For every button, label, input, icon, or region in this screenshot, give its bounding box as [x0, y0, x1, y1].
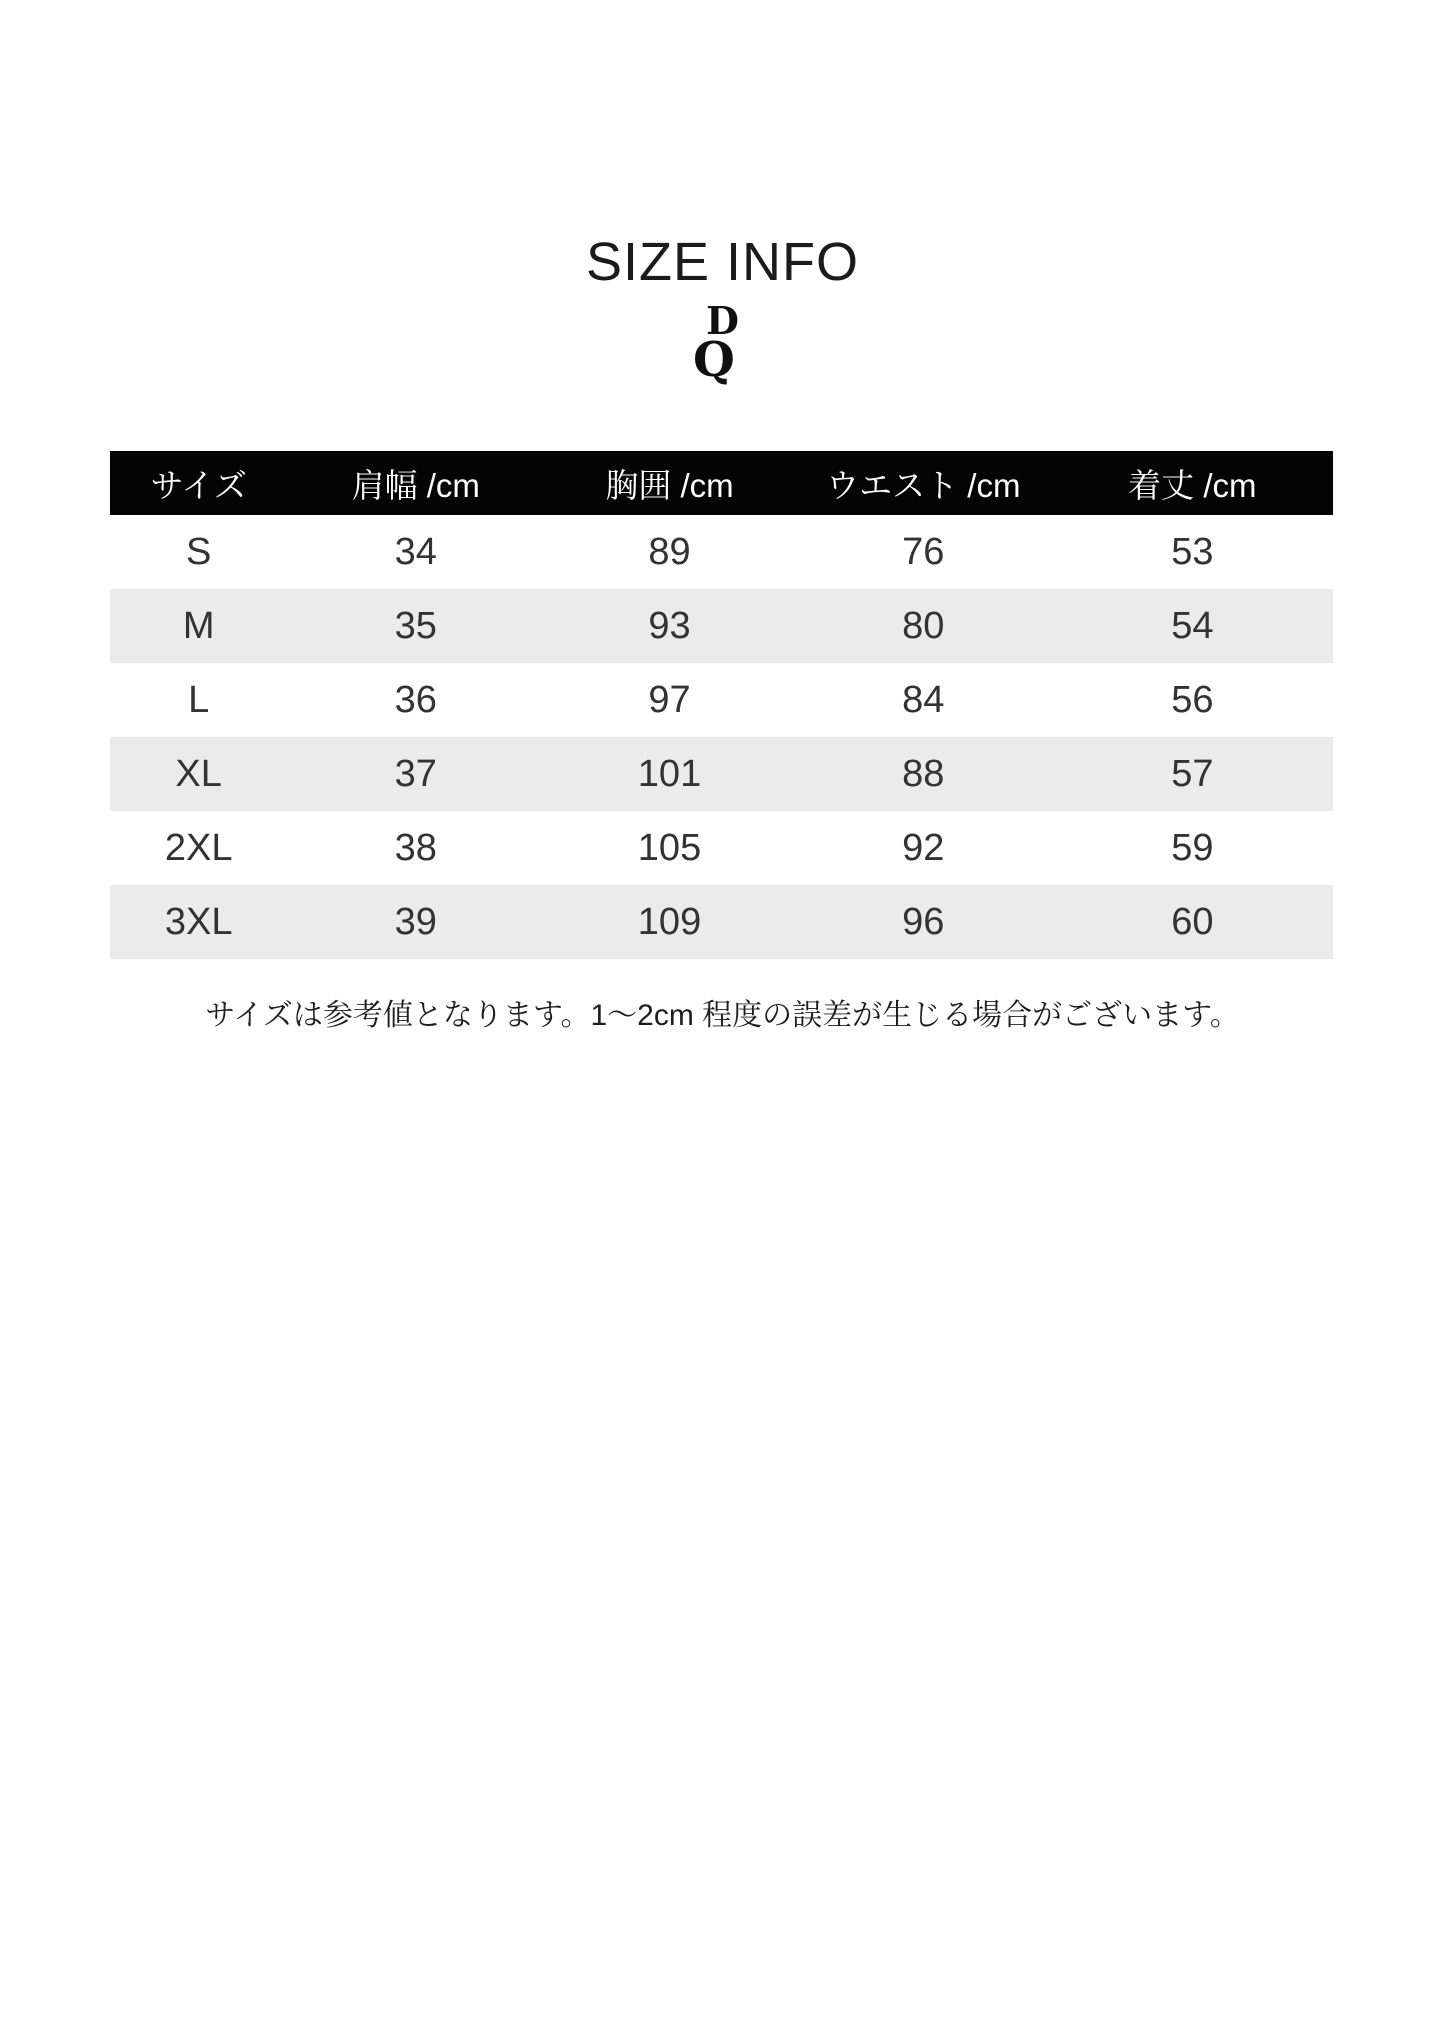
- cell-shoulder: 34: [394, 530, 437, 573]
- cell-size: XL: [175, 752, 222, 795]
- cell-length: 60: [1171, 900, 1214, 943]
- table-row-l: [110, 663, 1333, 737]
- table-row-m: [110, 589, 1333, 663]
- cell-chest: 101: [637, 752, 702, 795]
- size-table-header-row: [110, 451, 1333, 515]
- cell-size: S: [185, 530, 212, 573]
- column-header-chest: 胸囲 /cm: [544, 451, 795, 515]
- cell-chest: 109: [637, 900, 702, 943]
- size-note: サイズは参考値となります。1〜2cm 程度の誤差が生じる場合がございます。: [205, 999, 1240, 1032]
- table-row-xl: [110, 737, 1333, 811]
- cell-waist: 88: [902, 752, 945, 795]
- cell-length: 54: [1171, 604, 1214, 647]
- cell-waist: 76: [902, 530, 945, 573]
- cell-length: 59: [1171, 826, 1214, 869]
- column-header-length: 着丈 /cm: [1052, 451, 1333, 515]
- column-header-shoulder: 肩幅 /cm: [287, 451, 544, 515]
- logo-letter-q: Q: [693, 332, 735, 388]
- cell-waist: 96: [902, 900, 945, 943]
- cell-length: 56: [1171, 678, 1214, 721]
- cell-shoulder: 38: [394, 826, 437, 869]
- cell-chest: 89: [648, 530, 691, 573]
- cell-shoulder: 35: [394, 604, 437, 647]
- cell-waist: 92: [902, 826, 945, 869]
- cell-chest: 97: [648, 678, 691, 721]
- cell-waist: 84: [902, 678, 945, 721]
- cell-size: 3XL: [164, 900, 233, 943]
- cell-shoulder: 37: [394, 752, 437, 795]
- size-table: [110, 451, 1333, 959]
- table-row-3xl: [110, 885, 1333, 959]
- cell-chest: 93: [648, 604, 691, 647]
- cell-waist: 80: [902, 604, 945, 647]
- cell-size: M: [182, 604, 215, 647]
- cell-length: 57: [1171, 752, 1214, 795]
- table-row-2xl: [110, 811, 1333, 885]
- table-row-s: [110, 515, 1333, 589]
- brand-monogram-icon: [690, 300, 748, 392]
- page-title: SIZE INFO: [585, 232, 859, 292]
- cell-shoulder: 39: [394, 900, 437, 943]
- logo-letter-d: D: [706, 300, 739, 343]
- cell-size: L: [188, 678, 210, 721]
- cell-shoulder: 36: [394, 678, 437, 721]
- cell-length: 53: [1171, 530, 1214, 573]
- column-header-size: サイズ: [110, 451, 287, 515]
- cell-chest: 105: [637, 826, 702, 869]
- cell-size: 2XL: [164, 826, 233, 869]
- column-header-waist: ウエスト /cm: [795, 451, 1052, 515]
